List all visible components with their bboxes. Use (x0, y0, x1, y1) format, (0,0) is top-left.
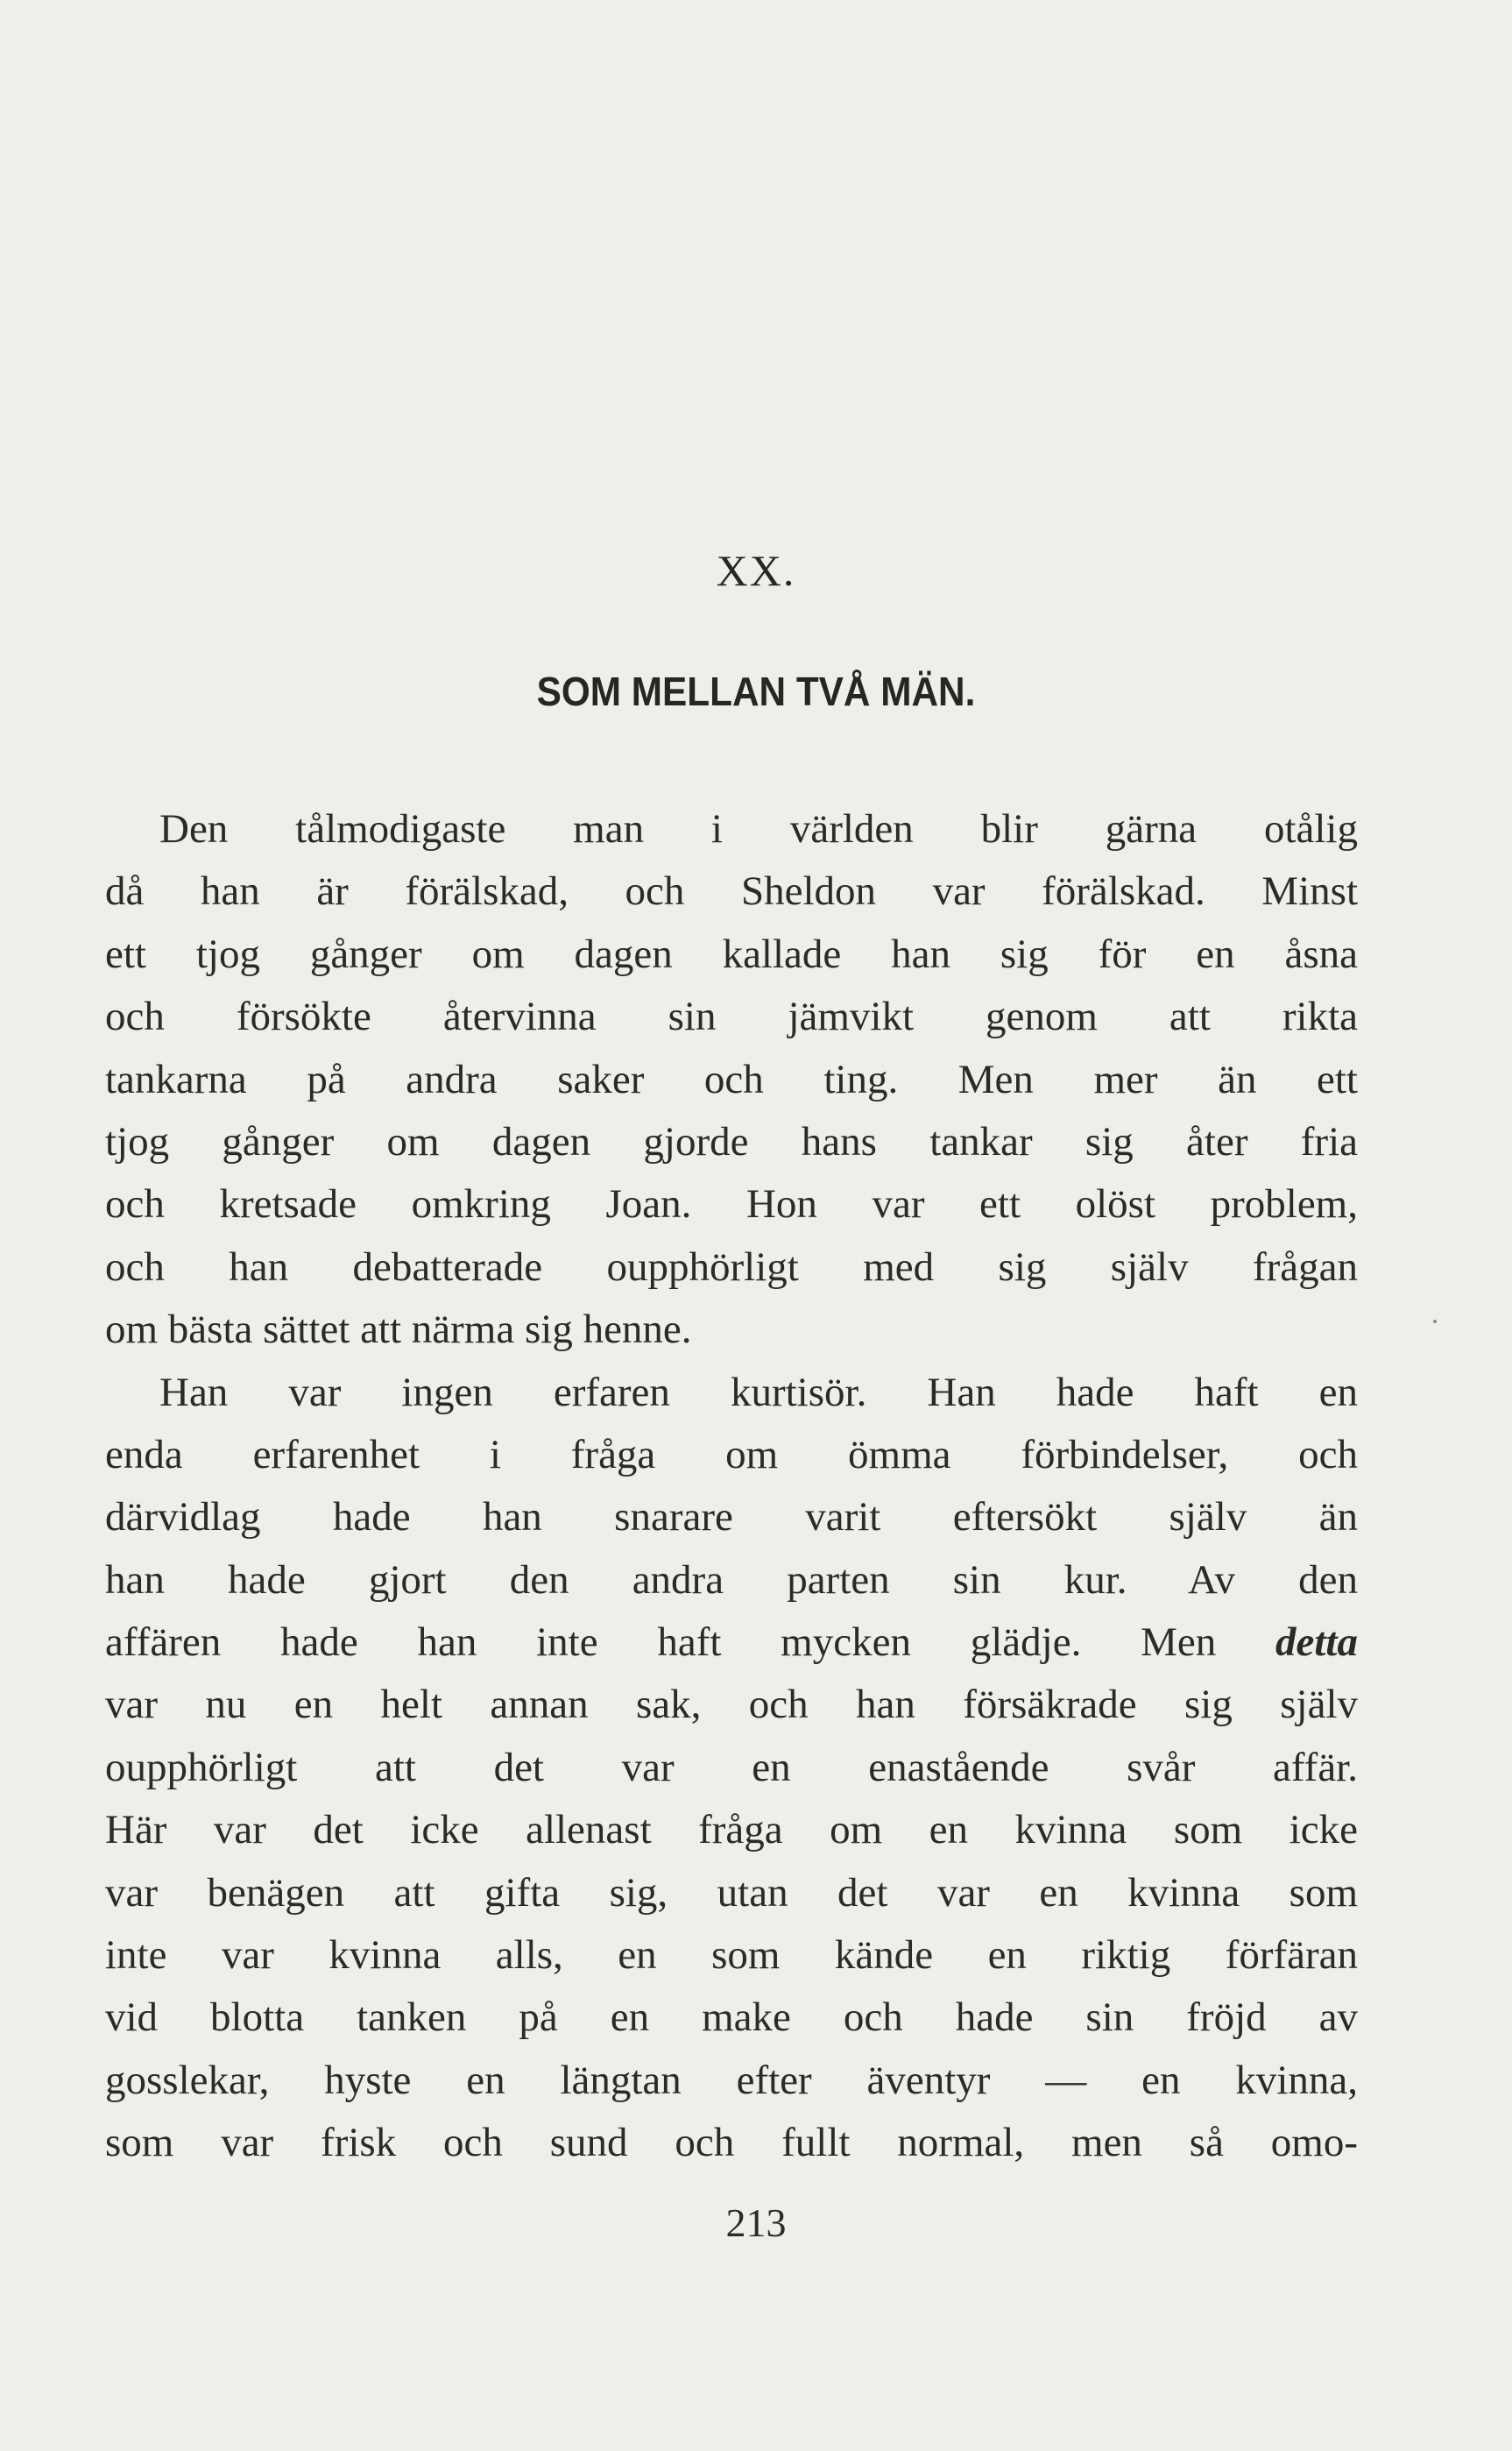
text-line: och kretsade omkring Joan. Hon var ett olöst problem, (105, 1181, 1358, 1228)
text-line: oupphörligt att det var en enastående svår affär. (105, 1744, 1358, 1790)
text-line: enda erfarenhet i fråga om ömma förbindelser, och (105, 1431, 1358, 1477)
text-line: tankarna på andra saker och ting. Men mer än ett (105, 1056, 1358, 1102)
text-segment: affären hade han inte haft mycken glädje. Men (105, 1619, 1276, 1666)
text-line: inte var kvinna alls, en som kände en riktig förfäran (105, 1932, 1358, 1979)
text-line: som var frisk och sund och fullt normal, men så omo- (105, 2120, 1358, 2166)
text-line: om bästa sättet att närma sig henne. (105, 1307, 692, 1353)
text-line: var nu en helt annan sak, och han försäkrade sig själv (105, 1682, 1358, 1728)
body-text (105, 798, 1358, 2175)
paper-speck (1433, 1320, 1437, 1323)
chapter-number: XX. (716, 546, 796, 595)
chapter-title: SOM MELLAN TVÅ MÄN. (536, 669, 976, 714)
text-line: han hade gjort den andra parten sin kur. Av den (105, 1556, 1358, 1603)
text-line: och försökte återvinna sin jämvikt genom att rikta (105, 994, 1358, 1040)
text-line: och han debatterade oupphörligt med sig själv frågan (105, 1243, 1358, 1290)
text-line: Här var det icke allenast fråga om en kvinna som icke (105, 1807, 1358, 1853)
text-line-with-emphasis (105, 1612, 1358, 1674)
text-line: då han är förälskad, och Sheldon var förälskad. Minst (105, 868, 1358, 915)
text-line: Han var ingen erfaren kurtisör. Han hade haft en (159, 1369, 1358, 1415)
text-line: vid blotta tanken på en make och hade sin fröjd av (105, 1994, 1358, 2041)
text-line: därvidlag hade han snarare varit eftersökt själv än (105, 1494, 1358, 1541)
text-line: var benägen att gifta sig, utan det var en kvinna som (105, 1869, 1358, 1916)
page-number: 213 (725, 2200, 787, 2245)
text-line: ett tjog gånger om dagen kallade han sig för en åsna (105, 931, 1358, 977)
text-line: Den tålmodigaste man i världen blir gärna otålig (159, 806, 1358, 852)
emphasis-word: detta (1275, 1619, 1358, 1666)
text-line: tjog gånger om dagen gjorde hans tankar sig åter fria (105, 1118, 1358, 1165)
text-line: gosslekar, hyste en längtan efter äventyr — en kvinna, (105, 2057, 1358, 2103)
